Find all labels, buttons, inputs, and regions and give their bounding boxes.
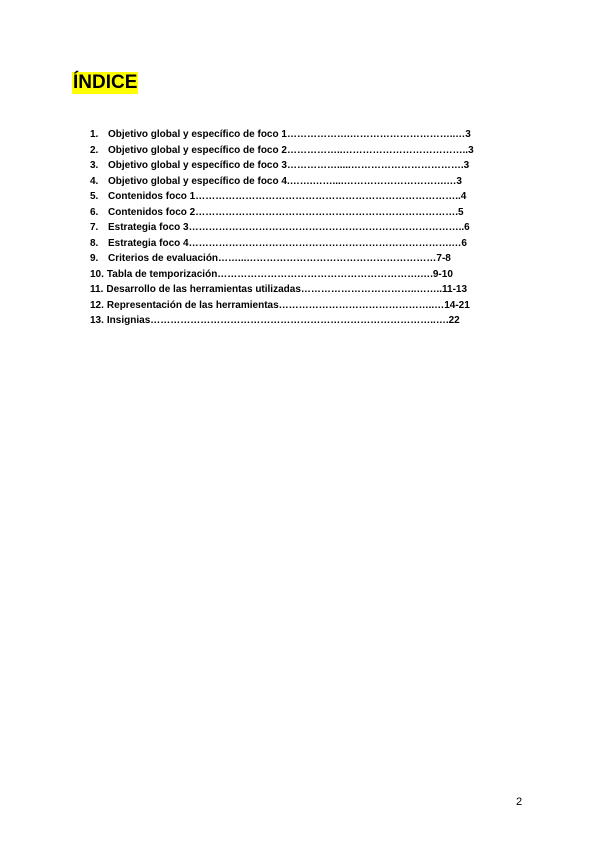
toc-entry[interactable] [90,298,530,314]
toc-entry-label: Objetivo global y específico de foco 3 [108,160,287,171]
toc-entry-leaders: .…….……....………………………….… [286,175,457,187]
toc-entry-leaders: ……………………………………………………………………. [195,206,459,218]
toc-entry-number: 8. [90,237,99,249]
toc-entry[interactable] [90,127,530,143]
toc-entry-label: Objetivo global y específico de foco 1 [108,129,287,140]
toc-entry-leaders: …………………………………………………………………….… [188,237,462,249]
toc-entry-label: Estrategia foco 3 [108,222,189,233]
toc-entry-leaders: ……………….…………………………..… [286,129,466,140]
toc-entry-leaders: ……...………………………………………………… [218,253,437,264]
toc-entry[interactable] [90,282,530,298]
toc-entry-label: Tabla de temporización [106,268,218,280]
toc-entry-label: Contenidos foco 2 [108,206,196,218]
toc-entry[interactable] [90,205,530,221]
toc-entry-page: 3 [463,160,470,171]
toc-entry-number: 5. [90,191,99,202]
toc-entry-number: 12. [90,299,104,311]
toc-entry-page: 9-10 [432,268,453,280]
toc-entry-number: 3. [90,160,99,171]
toc-entry[interactable] [90,236,530,252]
toc-entry-number: 2. [90,144,99,156]
toc-entry-leaders: ……………..……………………………….. [286,144,469,156]
toc-entry-leaders: ……………………………..…….. [300,284,443,295]
toc-entry-page: 3 [465,129,471,140]
toc-entry-number: 7. [90,222,99,233]
toc-entry-page: 14-21 [444,299,470,311]
toc-entry-leaders: …………………………………………………….…. [217,268,433,280]
toc-entry-label: Insignias [106,315,151,326]
toc-entry-page: 7-8 [436,253,451,264]
toc-entry-label: Desarrollo de las herramientas utilizadas [106,284,301,295]
toc-entry-label: Representación de las herramientas [106,299,279,311]
toc-entry-label: Criterios de evaluación [108,253,219,264]
toc-entry-number: 13. [90,315,104,326]
page-title: ÍNDICE [73,72,138,93]
toc-entry-number: 1. [90,129,99,140]
toc-entry-number: 11. [90,284,104,295]
toc-entry-page: 5 [458,206,464,218]
toc-entry-page: 3 [468,144,474,156]
toc-entry-leaders: …………………………………………………………………….. [195,191,461,202]
toc-entry-number: 9. [90,253,99,264]
toc-entry[interactable] [90,189,530,205]
toc-entry-label: Estrategia foco 4 [108,237,189,249]
toc-entry-number: 6. [90,206,99,218]
toc-entry-leaders: …………………………………………………………………………..…. [150,315,449,326]
toc-entry-leaders: ……………………………………………………………………….. [188,222,465,233]
toc-entry-number: 10. [90,268,104,280]
toc-entry[interactable] [90,313,530,329]
toc-entry[interactable] [90,220,530,236]
toc-entry[interactable] [90,267,530,283]
toc-entry-label: Contenidos foco 1 [108,191,196,202]
table-of-contents [90,127,530,329]
toc-entry[interactable] [90,251,530,267]
toc-entry-page: 22 [448,315,460,326]
toc-entry-page: 4 [460,191,467,202]
toc-entry[interactable] [90,143,530,159]
toc-entry-page: 11-13 [442,284,468,295]
toc-entry-page: 6 [461,237,467,249]
toc-entry-number: 4. [90,175,99,187]
toc-entry[interactable] [90,174,530,190]
toc-entry-label: Objetivo global y específico de foco 2 [108,144,287,156]
toc-entry-leaders: ………………………………………..… [278,299,445,311]
toc-entry[interactable] [90,158,530,174]
toc-entry-label: Objetivo global y específico de foco 4 [108,175,287,187]
toc-entry-leaders: …………….....……………………………. [286,160,464,171]
page-number: 2 [516,796,523,808]
toc-entry-page: 6 [464,222,470,233]
toc-entry-page: 3 [456,175,462,187]
